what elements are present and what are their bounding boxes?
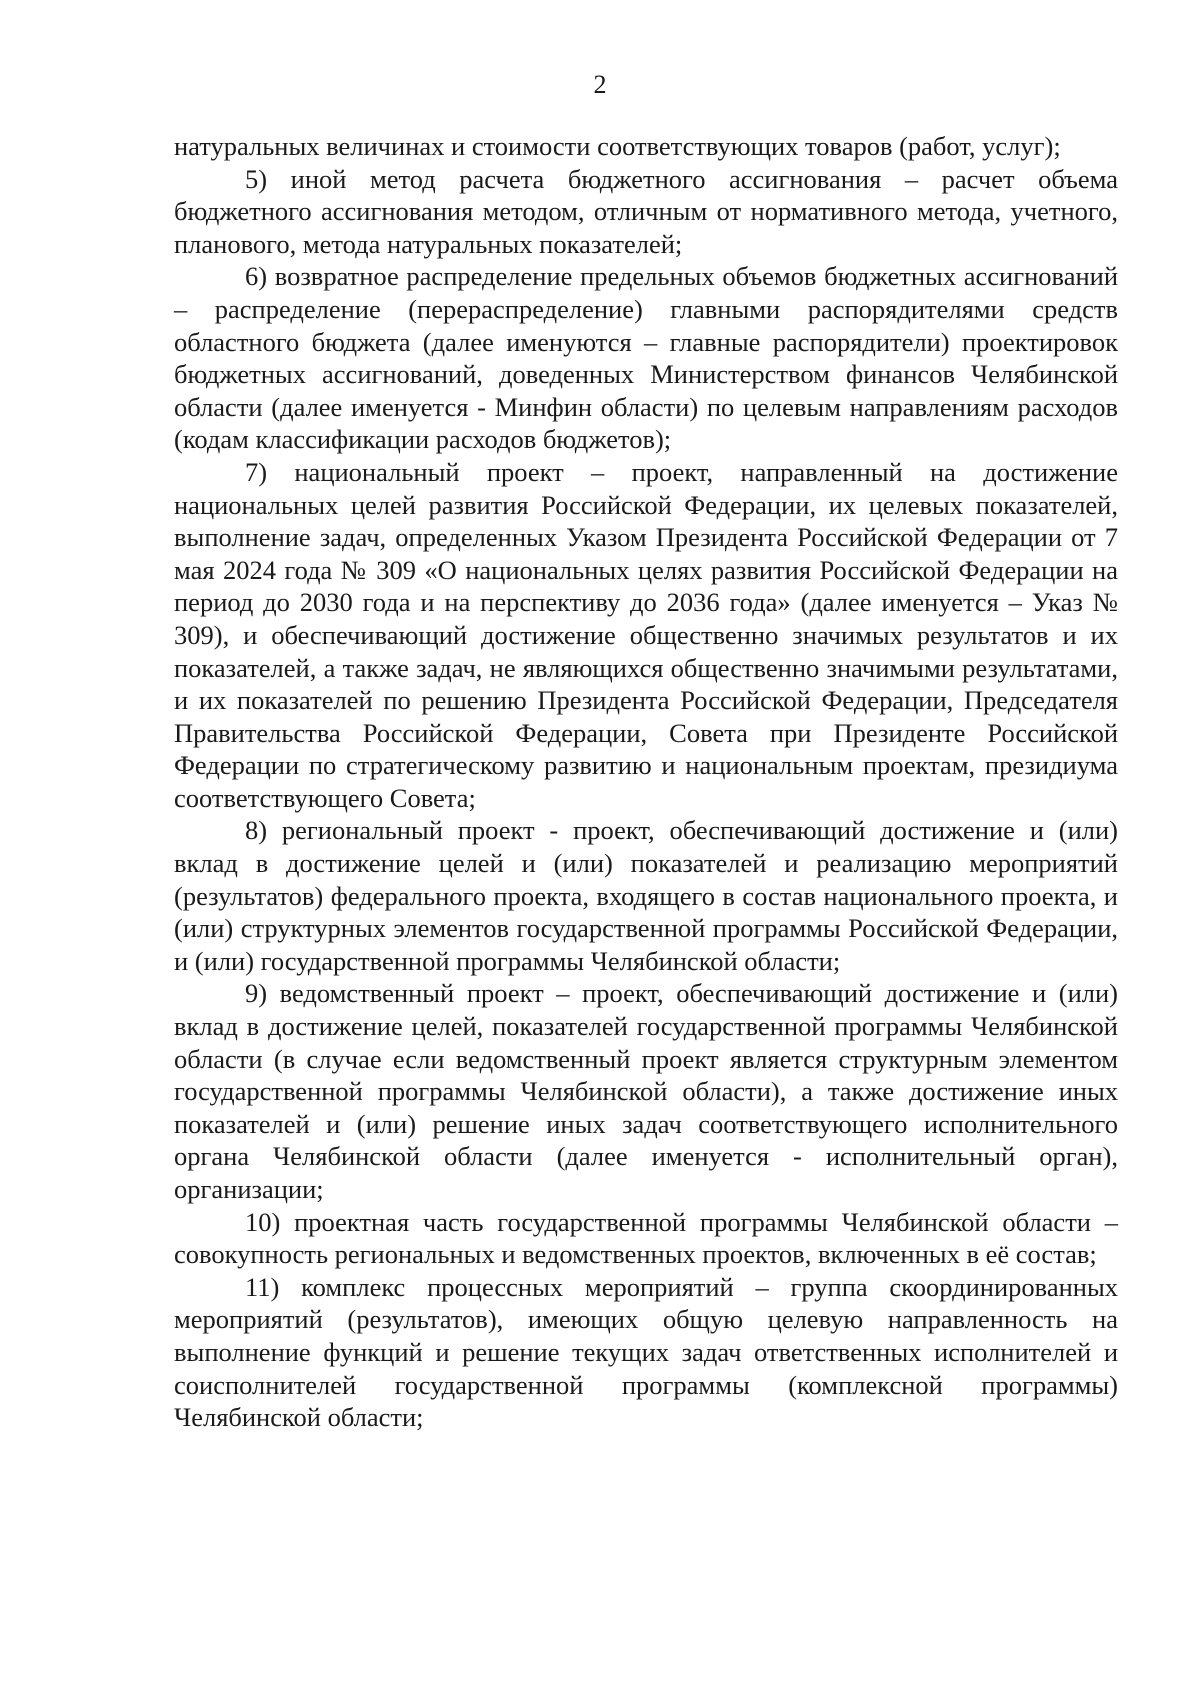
- paragraph-item-7: 7) национальный проект – проект, направленный на достижение национальных целей развития Российской Федерации, их целевых показателей, выполнение задач, определенных Указом Президента Российской Федерации от 7 мая 2024 года № 309 «О национальных целях развития Российской Федерации на период до 2030 года и на перспективу до 2036 года» (далее именуется – Указ № 309), и обеспечивающий достижение общественно значимых результатов и их показателей, а также задач, не являющихся общественно значимыми результатами, и их показателей по решению Президента Российской Федерации, Председателя Правительства Российской Федерации, Совета при Президенте Российской Федерации по стратегическому развитию и национальным проектам, президиума соответствующего Совета;: [174, 456, 1118, 813]
- page-number: 2: [593, 70, 607, 99]
- paragraph-item-9: 9) ведомственный проект – проект, обеспечивающий достижение и (или) вклад в достижение целей, показателей государственной программы Челябинской области (в случае если ведомственный проект является структурным элементом государственной программы Челябинской области), а также достижение иных показателей и (или) решение иных задач соответствующего исполнительного органа Челябинской области (далее именуется - исполнительный орган), организации;: [174, 978, 1118, 1204]
- paragraph-continuation: натуральных величинах и стоимости соответствующих товаров (работ, услуг);: [174, 131, 1061, 161]
- paragraph-item-10: 10) проектная часть государственной программы Челябинской области – совокупность региональных и ведомственных проектов, включенных в её состав;: [174, 1206, 1118, 1270]
- paragraph-item-5: 5) иной метод расчета бюджетного ассигнования – расчет объема бюджетного ассигнования методом, отличным от нормативного метода, учетного, планового, метода натуральных показателей;: [174, 163, 1118, 259]
- paragraph-item-11: 11) комплекс процессных мероприятий – группа скоординированных мероприятий (результатов), имеющих общую целевую направленность на выполнение функций и решение текущих задач ответственных исполнителей и соисполнителей государственной программы (комплексной программы) Челябинской области;: [174, 1271, 1118, 1433]
- document-body: [174, 130, 1118, 1434]
- paragraph-item-6: 6) возвратное распределение предельных объемов бюджетных ассигнований – распределение (перераспределение) главными распорядителями средств областного бюджета (далее именуются – главные распорядители) проектировок бюджетных ассигнований, доведенных Министерством финансов Челябинской области (далее именуется - Минфин области) по целевым направлениям расходов (кодам классификации расходов бюджетов);: [174, 261, 1118, 455]
- paragraph-item-8: 8) региональный проект - проект, обеспечивающий достижение и (или) вклад в достижение целей и (или) показателей и реализацию мероприятий (результатов) федерального проекта, входящего в состав национального проекта, и (или) структурных элементов государственной программы Российской Федерации, и (или) государственной программы Челябинской области;: [174, 815, 1118, 976]
